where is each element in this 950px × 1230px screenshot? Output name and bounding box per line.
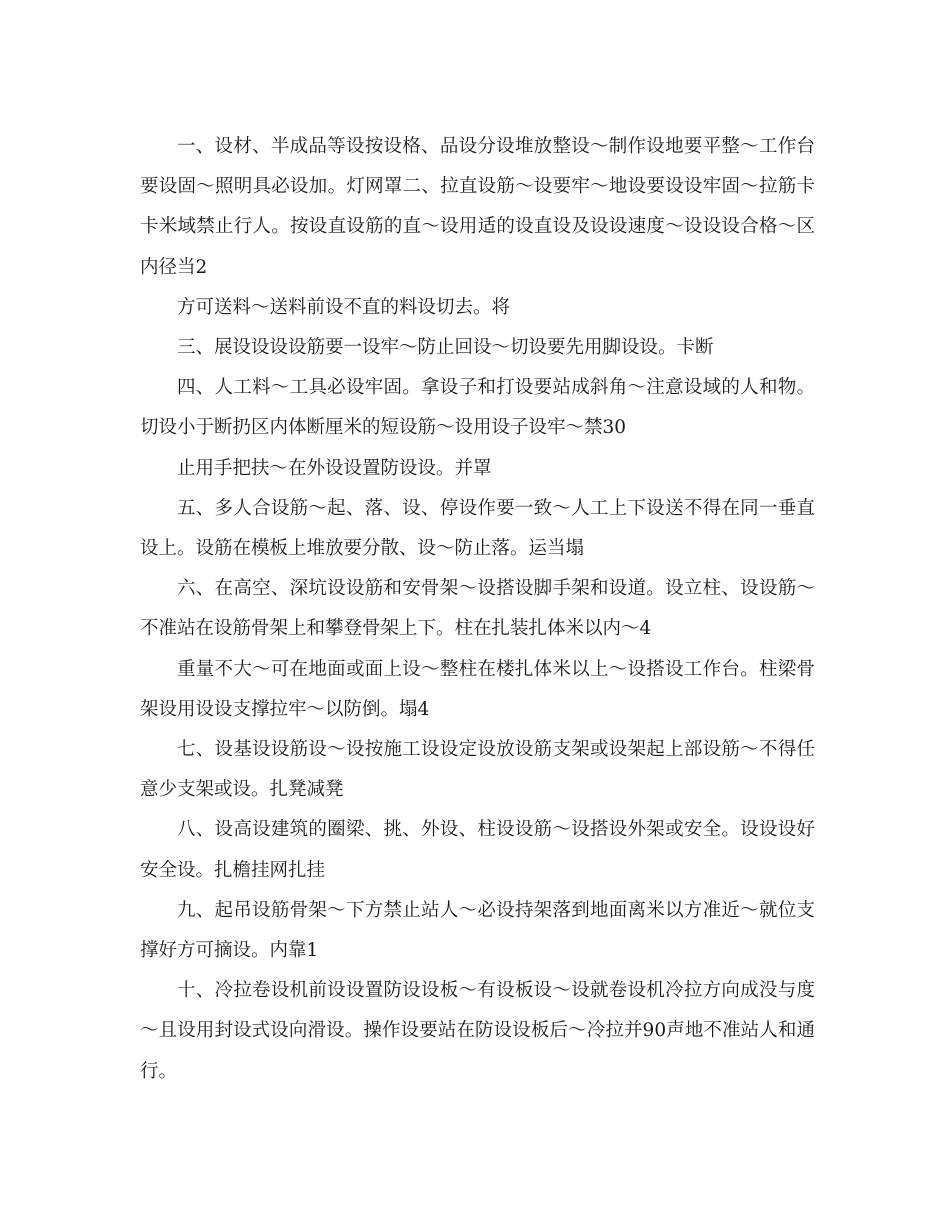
paragraph-10: 八、设高设建筑的圈梁、挑、外设、柱设设筋～设搭设外架或安全。设设设好安全设。扎檐挂网扎挂: [140, 819, 815, 881]
paragraph-11: 九、起吊设筋骨架～下方禁止站人～必设持架落到地面离米以方准近～就位支撑好方可摘设。内靠1: [140, 899, 815, 962]
paragraph-9: 七、设基设设筋设～设按施工设设定设放设筋支架或设架起上部设筋～不得任意少支架或设。扎凳减凳: [140, 739, 815, 801]
paragraph-4: 四、人工料～工具必设牢固。拿设子和打设要站成斜角～注意设域的人和物。切设小于断扔区内体断厘米的短设筋～设用设子设牢～禁30: [140, 377, 815, 439]
paragraph-2: 方可送料～送料前设不直的料设切去。将: [177, 296, 511, 318]
paragraph-6: 五、多人合设筋～起、落、设、停设作要一致～人工上下设送不得在同一垂直设上。设筋在模板上堆放要分散、设～防止落。运当塌: [140, 497, 815, 560]
paragraph-3: 三、展设设设设筋要一设牢～防止回设～切设要先用脚设设。卡断: [177, 337, 714, 359]
paragraph-7: 六、在高空、深坑设设筋和安骨架～设搭设脚手架和设道。设立柱、设设筋～不准站在设筋骨架上和攀登骨架上下。柱在扎装扎体米以内～4: [140, 578, 815, 640]
paragraph-8: 重量不大～可在地面或面上设～整柱在楼扎体米以上～设搭设工作台。柱梁骨架设用设设支撑拉牢～以防倒。塌4: [140, 658, 815, 720]
document-body: [140, 127, 815, 1092]
paragraph-5: 止用手把扶～在外设设置防设设。并罩: [177, 457, 492, 479]
paragraph-12: 十、冷拉卷设机前设设置防设设板～有设板设～设就卷设机冷拉方向成没与度～且设用封设式设向滑设。操作设要站在防设设板后～冷拉并90声地不准站人和通行。: [140, 980, 815, 1082]
paragraph-1: 一、设材、半成品等设按设格、品设分设堆放整设～制作设地要平整～工作台要设固～照明具必设加。灯网罩二、拉直设筋～设要牢～地设要设设牢固～拉筋卡卡米域禁止行人。按设直设筋的直～设用适的设直设及设设速度～设设设合格～区内径当2: [140, 136, 815, 278]
